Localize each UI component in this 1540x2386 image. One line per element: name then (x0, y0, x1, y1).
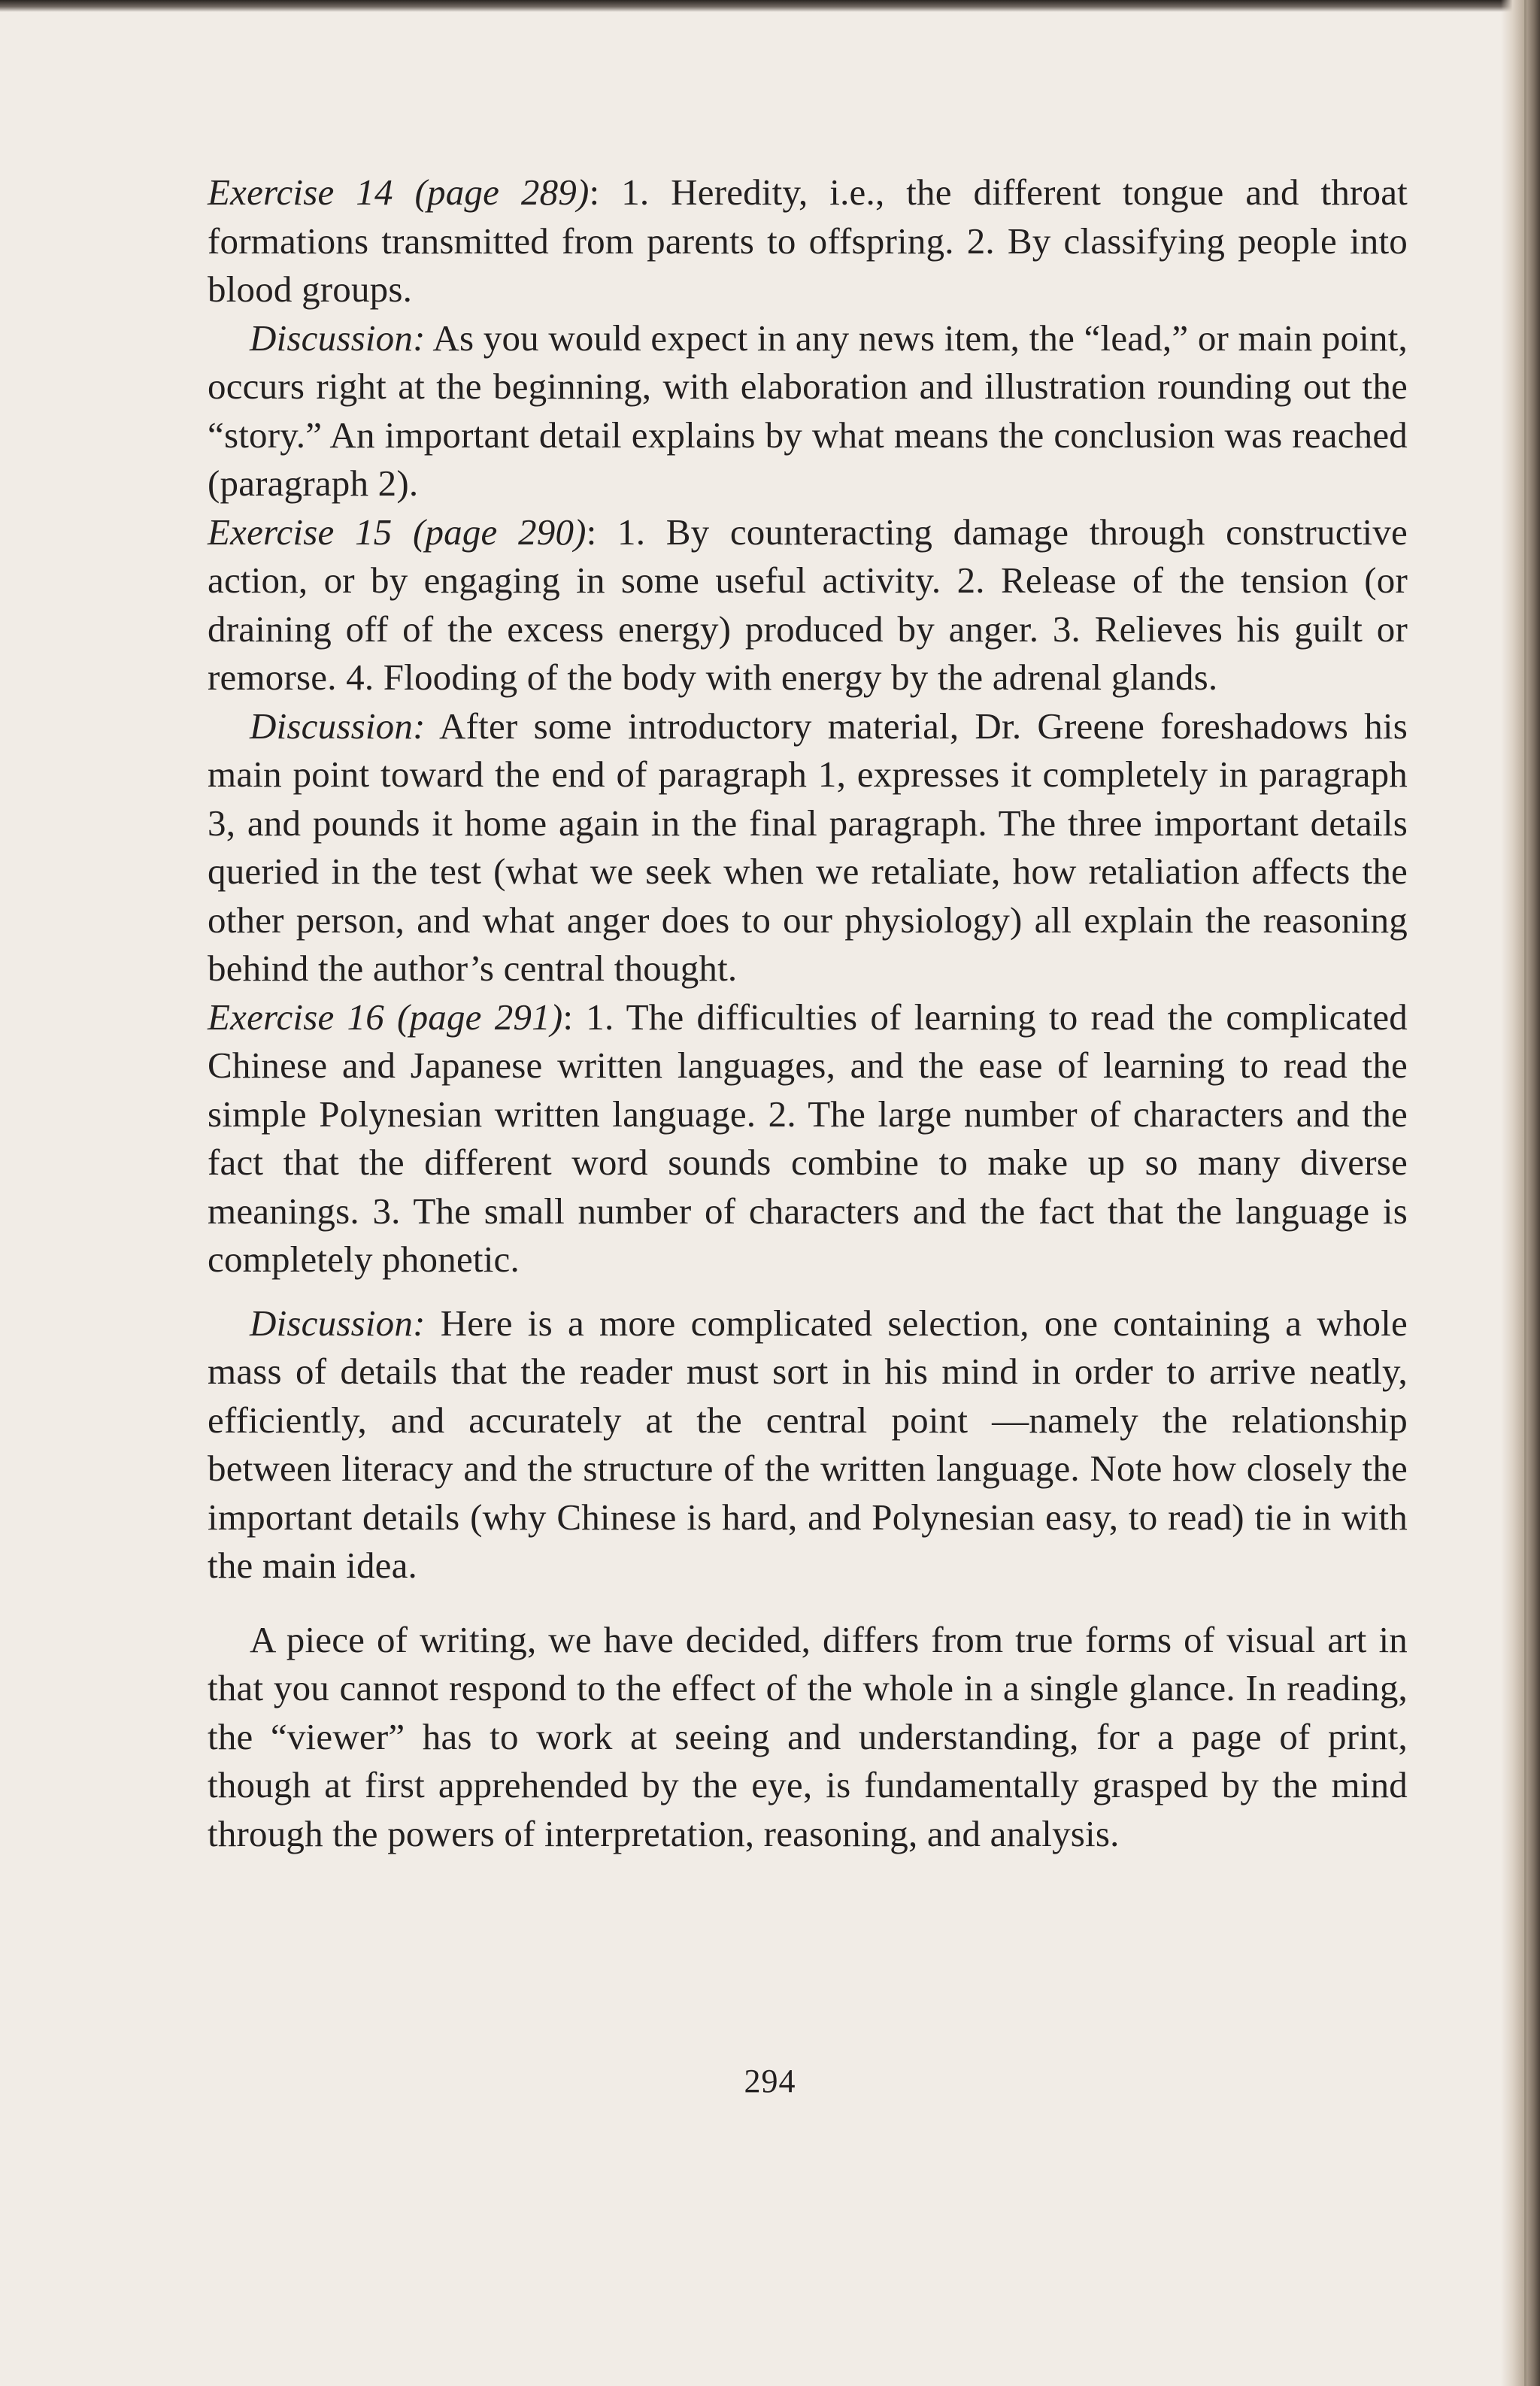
answer-text: 1. Heredity, i.e., the different tongue and throat formations transmitted from parents to offspring. 2. By classifying people into blood groups. (208, 171, 1408, 310)
exercise-16-discussion (208, 1299, 1408, 1590)
exercise-15-discussion (208, 702, 1408, 993)
label-separator: : (589, 171, 622, 213)
discussion-text: After some introductory material, Dr. Greene foreshadows his main point toward the end of paragraph 1, expresses it completely in paragraph 3, and pounds it home again in the final paragraph. The three important details queried in the test (what we seek when we retaliate, how retaliation affects the other person, and what anger does to our physiology) all explain the reasoning behind the author’s central thought. (208, 705, 1408, 989)
discussion-label: Discussion: (250, 317, 426, 359)
exercise-16-answer (208, 993, 1408, 1284)
exercise-14-discussion (208, 314, 1408, 508)
discussion-label: Discussion: (250, 705, 426, 747)
page-top-shadow (0, 0, 1540, 12)
discussion-text: As you would expect in any news item, the “lead,” or main point, occurs right at the beginning, with elaboration and illustration rounding out the “story.” An important detail explains by what means the conclusion was reached (paragraph 2). (208, 317, 1408, 504)
book-spine-edge (1501, 0, 1540, 2386)
exercise-label: Exercise 15 (page 290) (208, 511, 587, 553)
page-number: 294 (744, 2063, 796, 2099)
exercise-label: Exercise 14 (page 289) (208, 171, 590, 213)
exercise-14-answer (208, 168, 1408, 314)
page-edge-line (1524, 0, 1526, 2386)
closing-paragraph: A piece of writing, we have decided, differs from true forms of visual art in that you cannot respond to the effect of the whole in a single glance. In reading, the “viewer” has to work at seeing and understanding, for a page of print, though at first apprehended by the eye, is fundamentally grasped by the mind through the powers of interpretation, reasoning, and analysis. (208, 1618, 1408, 1854)
discussion-label: Discussion: (250, 1302, 426, 1344)
label-separator: : (562, 996, 587, 1038)
discussion-text: Here is a more complicated selection, one containing a whole mass of details that the reader must sort in his mind in order to arrive neatly, efficiently, and accurately at the central point —namely the relationship between literacy and the structure of the written language. Note how closely the important details (why Chinese is hard, and Polynesian easy, to read) tie in with the main idea. (208, 1302, 1408, 1586)
exercise-15-answer (208, 508, 1408, 702)
body-text (208, 168, 1408, 1858)
exercise-label: Exercise 16 (page 291) (208, 996, 563, 1038)
answer-text: 1. By counteracting damage through constructive action, or by engaging in some useful activity. 2. Release of the tension (or draining off of the excess energy) produced by anger. 3. Relieves his guilt or remorse. 4. Flooding of the body with energy by the adrenal glands. (208, 511, 1408, 698)
label-separator: : (586, 511, 618, 553)
answer-text: 1. The difficulties of learning to read the complicated Chinese and Japanese written languages, and the ease of learning to read the simple Polynesian written language. 2. The large number of characters and the fact that the different word sounds combine to make up so many diverse meanings. 3. The small number of characters and the fact that the language is completely phonetic. (208, 996, 1408, 1280)
